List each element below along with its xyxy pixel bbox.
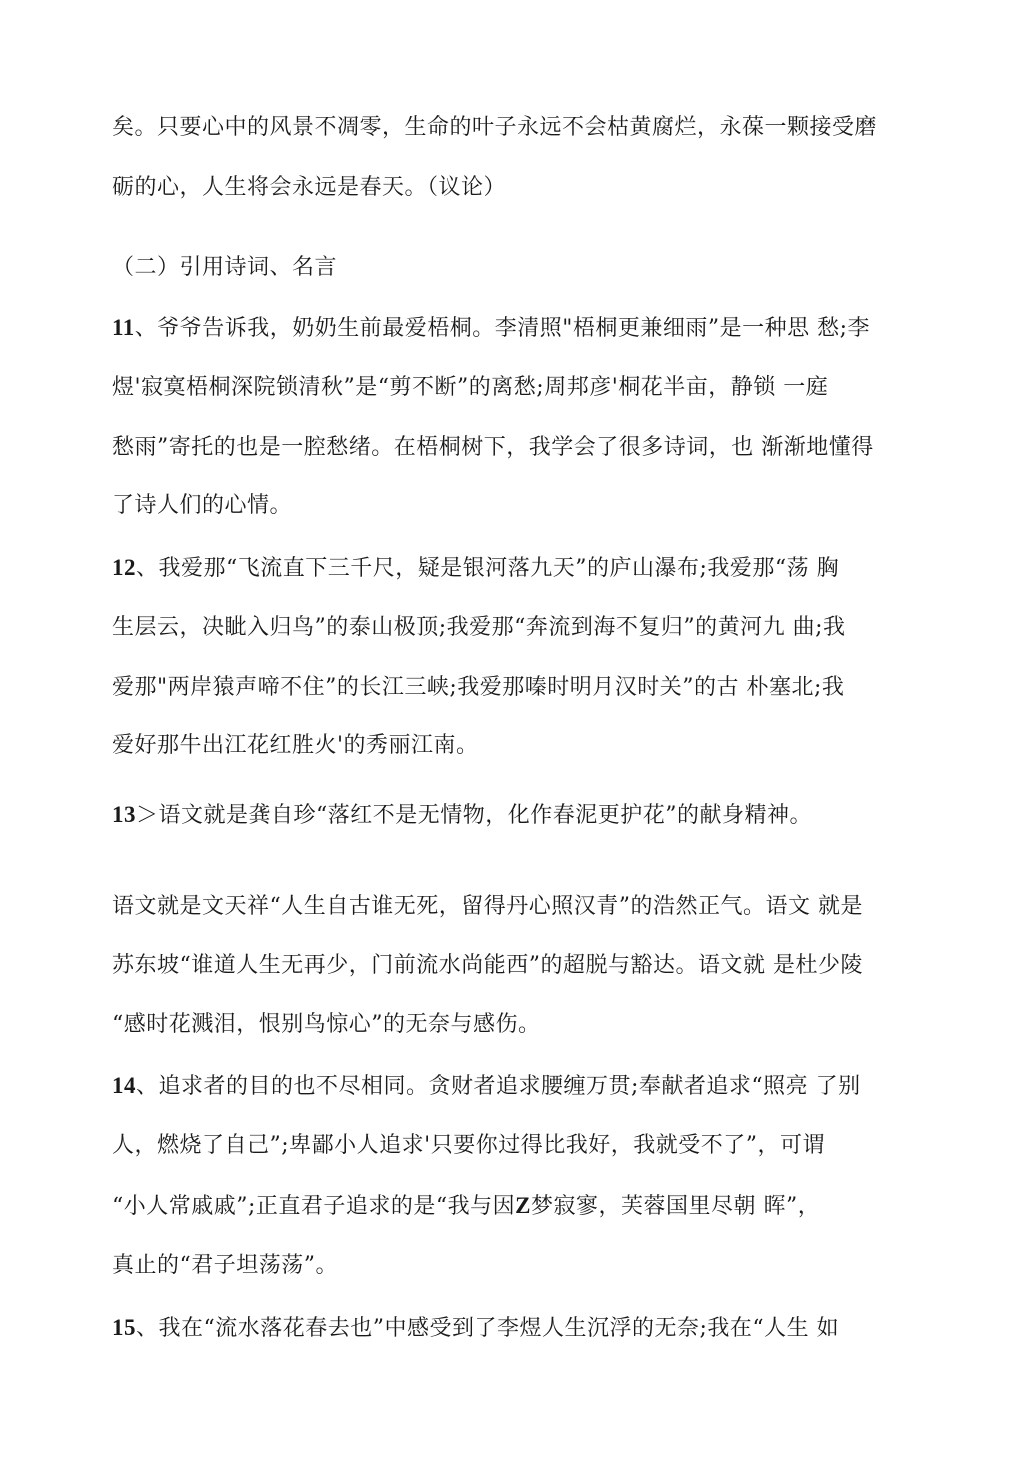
text-line: 愁雨”寄托的也是一腔愁绪。在梧桐树下，我学会了很多诗词，也 渐渐地懂得	[112, 435, 874, 460]
paragraph-15	[112, 1313, 839, 1344]
text-line: 、爷爷告诉我，奶奶生前最爱梧桐。李清照"梧桐更兼细雨”是一种思 愁;李	[134, 316, 871, 341]
text-line: 、我爱那“飞流直下三千尺，疑是银河落九天”的庐山瀑布;我爱那“荡 胸	[136, 556, 840, 581]
text-line: 、追求者的目的也不尽相同。贪财者追求腰缠万贯;奉献者追求“照亮 了别	[136, 1074, 861, 1099]
item-number: 13	[112, 802, 136, 827]
text-line: 爱那"两岸猿声啼不住”的长江三峡;我爱那嗪时明月汉时关”的古 朴塞北;我	[112, 675, 845, 700]
text-line: 煜'寂寞梧桐深院锁清秋”是“剪不断”的离愁;周邦彦'桐花半亩，静锁 一庭	[112, 375, 829, 400]
text-line: 生层云，决眦入归鸟”的泰山极顶;我爱那“奔流到海不复归”的黄河九 曲;我	[112, 615, 846, 640]
text-line: ＞语文就是龚自珍“落红不是无情物，化作春泥更护花”的献身精神。	[136, 803, 812, 828]
item-number: 14	[112, 1073, 136, 1098]
z-letter: Z	[515, 1193, 531, 1218]
paragraph-13	[112, 800, 812, 831]
text-line: 真止的“君子坦荡荡”。	[112, 1253, 338, 1278]
text-line: 了诗人们的心情。	[112, 493, 293, 518]
paragraph-11	[112, 313, 870, 344]
text-line: 矣。只要心中的风景不凋零，生命的叶子永远不会枯黄腐烂，永葆一颗接受磨	[112, 115, 878, 140]
text-line: 人，燃烧了自己”;卑鄙小人追求'只要你过得比我好，我就受不了”，可谓	[112, 1133, 825, 1158]
text-line	[112, 1191, 820, 1222]
item-number: 11	[112, 315, 135, 340]
section-heading: （二）引用诗词、名言	[112, 255, 338, 280]
paragraph-14	[112, 1071, 861, 1102]
text-segment: 梦寂寥，芙蓉国里尽朝 晖”，	[531, 1194, 821, 1219]
text-line: 、我在“流水落花春去也”中感受到了李煜人生沉浮的无奈;我在“人生 如	[136, 1316, 840, 1341]
item-number: 15	[112, 1315, 136, 1340]
item-number: 12	[112, 555, 136, 580]
text-line: 语文就是文天祥“人生自古谁无死，留得丹心照汉青”的浩然正气。语文 就是	[112, 894, 863, 919]
paragraph-12	[112, 553, 839, 584]
text-line: “感时花溅泪，恨别鸟惊心”的无奈与感伤。	[112, 1012, 541, 1037]
text-line: 苏东坡“谁道人生无再少，门前流水尚能西”的超脱与豁达。语文就 是杜少陵	[112, 953, 863, 978]
text-line: 爱好那牛出江花红胜火'的秀丽江南。	[112, 733, 479, 758]
text-line: 砺的心，人生将会永远是春天。（议论）	[112, 175, 507, 200]
text-segment: “小人常戚戚”;正直君子追求的是“我与因	[112, 1194, 516, 1219]
